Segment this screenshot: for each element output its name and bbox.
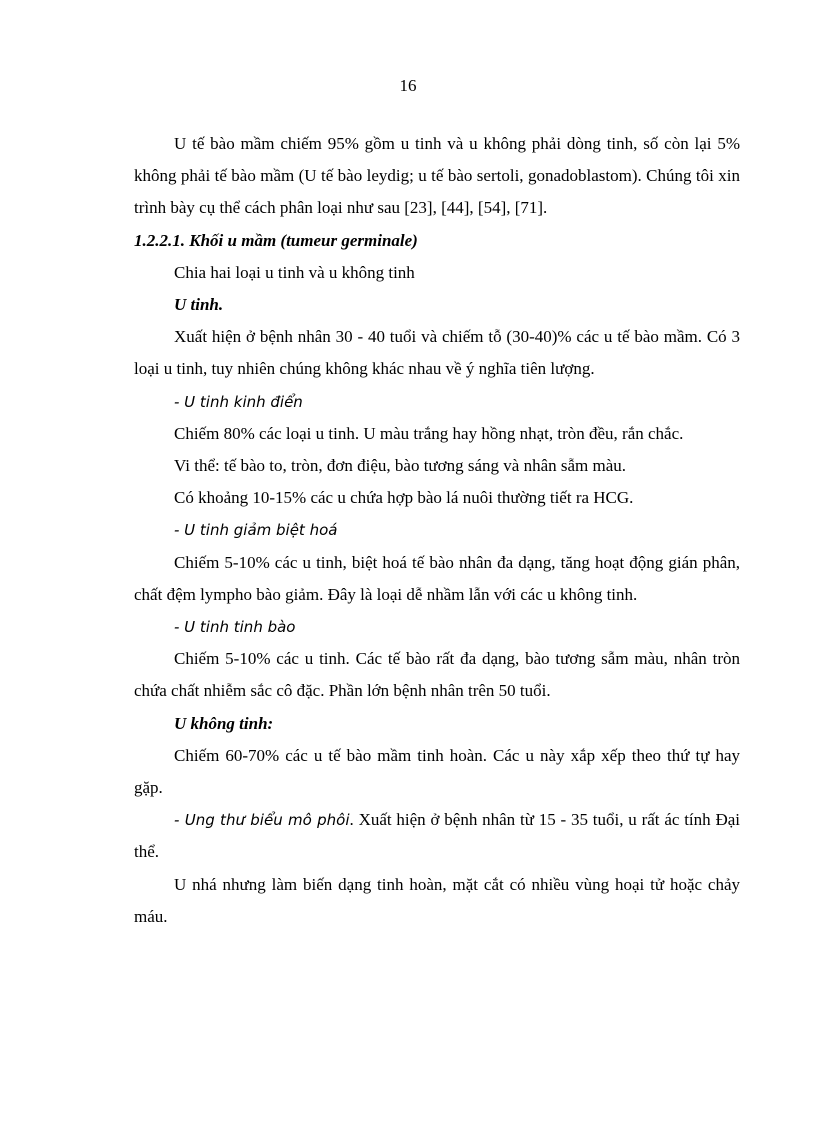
u-tinh-heading: U tinh. [174,295,224,315]
u-nha-paragraph: U nhá nhưng làm biến dạng tinh hoàn, mặt cắt có nhiều vùng hoại tử hoặc chảy máu. [134,874,740,926]
giam-biet-hoa-paragraph: Chiếm 5-10% các u tinh, biệt hoá tế bào nhân đa dạng, tăng hoạt động gián phân, chất đệm lympho bào giảm. Đây là loại dễ nhầm lẫn với các u không tinh. [134,552,740,604]
tinh-bao-paragraph: Chiếm 5-10% các u tinh. Các tế bào rất đa dạng, bào tương sẫm màu, nhân tròn chứa chất nhiễm sắc cô đặc. Phần lớn bệnh nhân trên 50 tuổi. [134,649,740,701]
u-tinh-intro: Xuất hiện ở bệnh nhân 30 - 40 tuổi và chiếm tỗ (30-40)% các u tế bào mầm. Có 3 loại u tinh, tuy nhiên chúng không khác nhau về ý nghĩa tiên lượng. [134,327,740,379]
document-body [134,128,740,933]
ung-thu-text: . Xuất hiện ở bệnh nhân từ 15 - 35 tuổi, u rất ác tính Đại thể. [134,810,741,862]
section-heading: 1.2.2.1. Khối u mầm (tumeur germinale) [134,230,418,250]
u-khong-tinh-paragraph: Chiếm 60-70% các u tế bào mầm tinh hoàn. Các u này xắp xếp theo thứ tự hay gặp. [134,745,740,798]
ung-thu-paragraph [134,804,740,868]
tinh-bao-label: - U tinh tinh bào [174,618,296,637]
kinh-dien-paragraph-3: Có khoảng 10-15% các u chứa hợp bào lá nuôi thường tiết ra HCG. [174,488,634,508]
giam-biet-hoa-label: - U tinh giảm biệt hoá [174,521,338,540]
ung-thu-label: - Ung thư biểu mô phôi [174,811,350,830]
classification-line: Chia hai loại u tinh và u không tinh [174,262,415,282]
kinh-dien-paragraph-1: Chiếm 80% các loại u tinh. U màu trắng hay hồng nhạt, tròn đều, rắn chắc. [174,423,684,443]
intro-paragraph: U tế bào mầm chiếm 95% gồm u tinh và u không phải dòng tinh, số còn lại 5% không phải tế bào mầm (U tế bào leydig; u tế bào sertoli, gonadoblastom). Chúng tôi xin trình bày cụ thể cách phân loại như sau [23], [44], [54], [71]. [134,134,740,218]
u-khong-tinh-heading: U không tinh: [174,713,274,733]
kinh-dien-label: - U tinh kinh điển [174,392,303,411]
page-number: 16 [399,76,417,95]
kinh-dien-paragraph-2: Vi thể: tế bào to, tròn, đơn điệu, bào tương sáng và nhân sẫm màu. [174,456,627,476]
